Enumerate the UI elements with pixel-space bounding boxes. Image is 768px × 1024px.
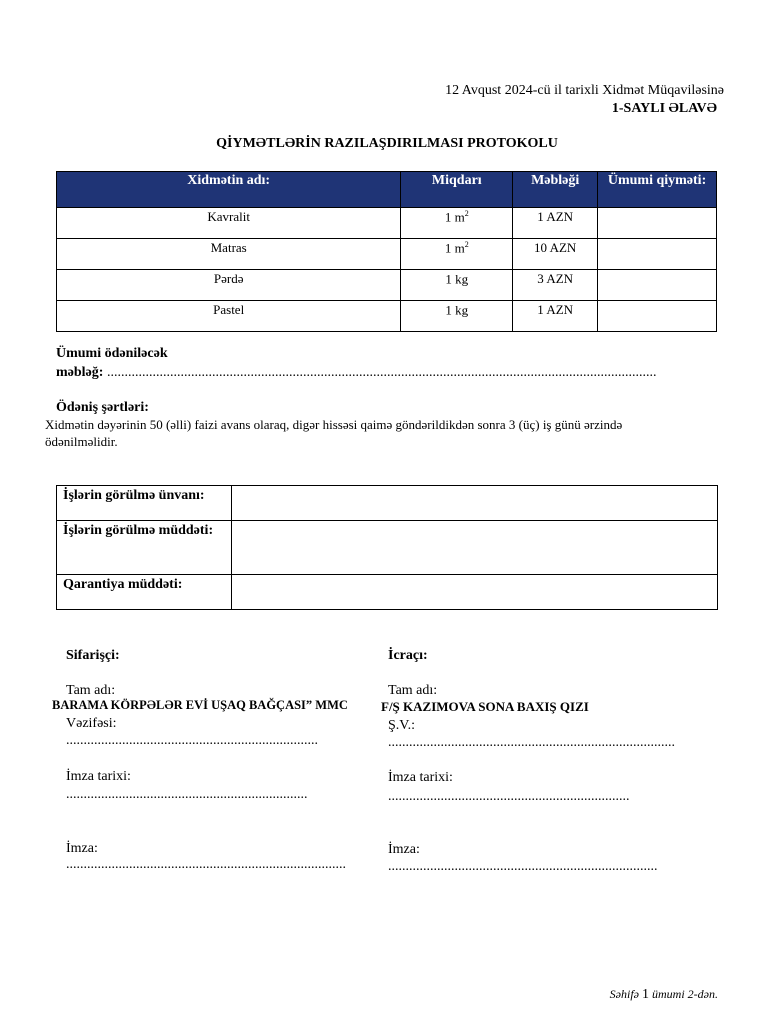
payment-terms-text: Xidmətin dəyərinin 50 (əlli) faizi avans olaraq, digər hissəsi qaimə göndərildikdən sonra 3 (üç) iş günü ərzində — [45, 417, 623, 432]
service-total — [598, 301, 717, 332]
header-service-name: Xidmətin adı: — [57, 172, 401, 208]
document-title: QİYMƏTLƏRİN RAZILAŞDIRILMASI PROTOKOLU — [216, 136, 558, 151]
warranty-value — [231, 575, 717, 610]
contractor-full-name: F/Ş KAZIMOVA SONA BAXIŞ QIZI — [381, 699, 589, 714]
contractor-sign-date-label: İmza tarixi: — [388, 770, 453, 785]
service-name: Pastel — [57, 301, 401, 332]
customer-full-name: BARAMA KÖRPƏLƏR EVİ UŞAQ BAĞÇASI” MMC — [52, 698, 348, 712]
service-quantity: 1 $m^2$ — [401, 208, 513, 239]
contractor-signature-label: İmza: — [388, 842, 420, 857]
header-amount: Məbləği — [513, 172, 598, 208]
warranty-label: Qarantiya müddəti: — [57, 575, 232, 610]
payment-terms-text-2: ödənilməlidir. — [45, 434, 118, 449]
customer-signature-dots: ................................................................................ — [66, 857, 346, 872]
header-total-price: Ümumi qiymәti: — [598, 172, 717, 208]
customer-sign-date-label: İmza tarixi: — [66, 769, 131, 784]
contract-reference: 12 Avqust 2024-cü il tarixli Xidmət Müqaviləsinə — [445, 83, 724, 98]
work-info-table — [56, 485, 718, 610]
service-total — [598, 208, 717, 239]
service-quantity: 1 $m^2$ — [401, 239, 513, 270]
contractor-sign-date-dots: ..................................................................... — [388, 789, 630, 804]
services-table — [56, 171, 717, 332]
table-row — [57, 239, 717, 270]
contractor-heading: İcraçı: — [388, 648, 428, 663]
table-row — [57, 208, 717, 239]
service-name: Pərdə — [57, 270, 401, 301]
service-name: Kavralit — [57, 208, 401, 239]
table-row — [57, 486, 718, 521]
table-row — [57, 521, 718, 575]
footer-suffix: ümumi 2-dən. — [649, 987, 718, 1001]
total-payable-label-2: məbləğ: — [56, 365, 104, 380]
work-duration-label: İşlərin görülmə müddəti: — [57, 521, 232, 575]
customer-full-name-label: Tam adı: — [66, 683, 116, 698]
appendix-label: 1-SAYLI ƏLAVƏ — [611, 101, 717, 116]
table-row — [57, 270, 717, 301]
service-quantity: 1 kg — [401, 270, 513, 301]
table-row — [57, 575, 718, 610]
page-number: 1 — [642, 987, 649, 1002]
total-payable-line — [56, 365, 716, 381]
page-footer — [460, 987, 718, 1003]
customer-heading: Sifarişçi: — [66, 648, 120, 663]
customer-position-label: Vəzifəsi: — [66, 716, 117, 731]
work-address-value — [231, 486, 717, 521]
table-row — [57, 301, 717, 332]
header-quantity: Miqdarı — [401, 172, 513, 208]
service-amount: 1 AZN — [513, 301, 598, 332]
customer-sign-date-dots: ..................................................................... — [66, 787, 308, 802]
service-amount: 1 AZN — [513, 208, 598, 239]
contractor-signature-dots: ............................................................................. — [388, 859, 658, 874]
total-payable-dots: ............................................................................................................................................................. — [106, 365, 657, 380]
total-payable-label: Ümumi ödəniləcək — [56, 346, 168, 361]
service-total — [598, 270, 717, 301]
contractor-id-label: Ş.V.: — [388, 718, 415, 733]
payment-terms-label: Ödəniş şərtləri: — [56, 400, 149, 415]
service-total — [598, 239, 717, 270]
customer-position-dots: ........................................................................ — [66, 733, 318, 748]
contractor-full-name-label: Tam adı: — [388, 683, 438, 698]
service-amount: 3 AZN — [513, 270, 598, 301]
work-address-label: İşlərin görülmə ünvanı: — [57, 486, 232, 521]
service-quantity: 1 kg — [401, 301, 513, 332]
customer-signature-label: İmza: — [66, 841, 98, 856]
service-name: Matras — [57, 239, 401, 270]
footer-prefix: Səhifə — [609, 987, 642, 1001]
service-amount: 10 AZN — [513, 239, 598, 270]
work-duration-value — [231, 521, 717, 575]
contractor-id-dots: .................................................................................. — [388, 735, 675, 750]
